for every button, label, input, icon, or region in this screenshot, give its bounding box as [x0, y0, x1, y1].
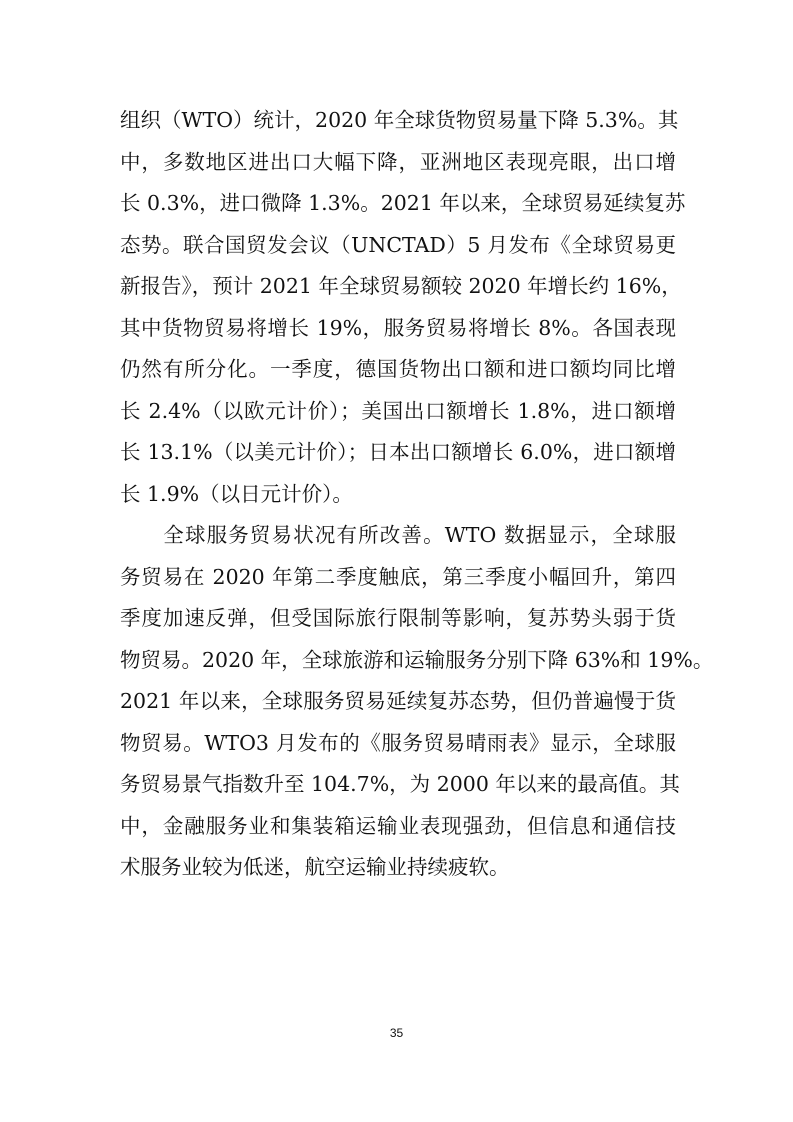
text-line: 物贸易。WTO3 月发布的《服务贸易晴雨表》显示，全球服 — [120, 730, 676, 755]
text-line: 术服务业较为低迷，航空运输业持续疲软。 — [120, 855, 510, 879]
text-line: 态势。联合国贸发会议（UNCTAD）5 月发布《全球贸易更 — [120, 232, 676, 257]
text-line: 物贸易。2020 年，全球旅游和运输服务分别下降 63%和 19%。 — [120, 647, 714, 672]
paragraph-global-trade — [120, 100, 686, 515]
text-line: 新报告》，预计 2021 年全球贸易额较 2020 年增长约 16%， — [120, 274, 682, 298]
text-line: 其中货物贸易将增长 19%，服务贸易将增长 8%。各国表现 — [120, 315, 676, 340]
page-number: 35 — [389, 1026, 404, 1040]
text-line: 组织（WTO）统计，2020 年全球货物贸易量下降 5.3%。其 — [120, 108, 679, 132]
text-line: 中，金融服务业和集装箱运输业表现强劲，但信息和通信技 — [120, 813, 676, 838]
text-line: 长 0.3%，进口微降 1.3%。2021 年以来，全球贸易延续复苏 — [120, 191, 686, 215]
text-line: 季度加速反弹，但受国际旅行限制等影响，复苏势头弱于货 — [120, 606, 676, 630]
text-line: 务贸易景气指数升至 104.7%，为 2000 年以来的最高值。其 — [120, 772, 680, 796]
text-line: 仍然有所分化。一季度，德国货物出口额和进口额均同比增 — [120, 357, 676, 381]
text-line: 全球服务贸易状况有所改善。WTO 数据显示，全球服 — [120, 523, 676, 547]
text-line: 长 2.4%（以欧元计价）；美国出口额增长 1.8%，进口额增 — [120, 398, 676, 423]
body-text — [120, 100, 714, 889]
text-line: 长 1.9%（以日元计价）。 — [120, 481, 353, 506]
text-line: 2021 年以来，全球服务贸易延续复苏态势，但仍普遍慢于货 — [120, 689, 676, 713]
text-line: 中，多数地区进出口大幅下降，亚洲地区表现亮眼，出口增 — [120, 149, 676, 174]
text-line: 长 13.1%（以美元计价）；日本出口额增长 6.0%，进口额增 — [120, 440, 676, 464]
text-line: 务贸易在 2020 年第二季度触底，第三季度小幅回升，第四 — [120, 564, 676, 589]
paragraph-services-trade — [120, 515, 714, 889]
